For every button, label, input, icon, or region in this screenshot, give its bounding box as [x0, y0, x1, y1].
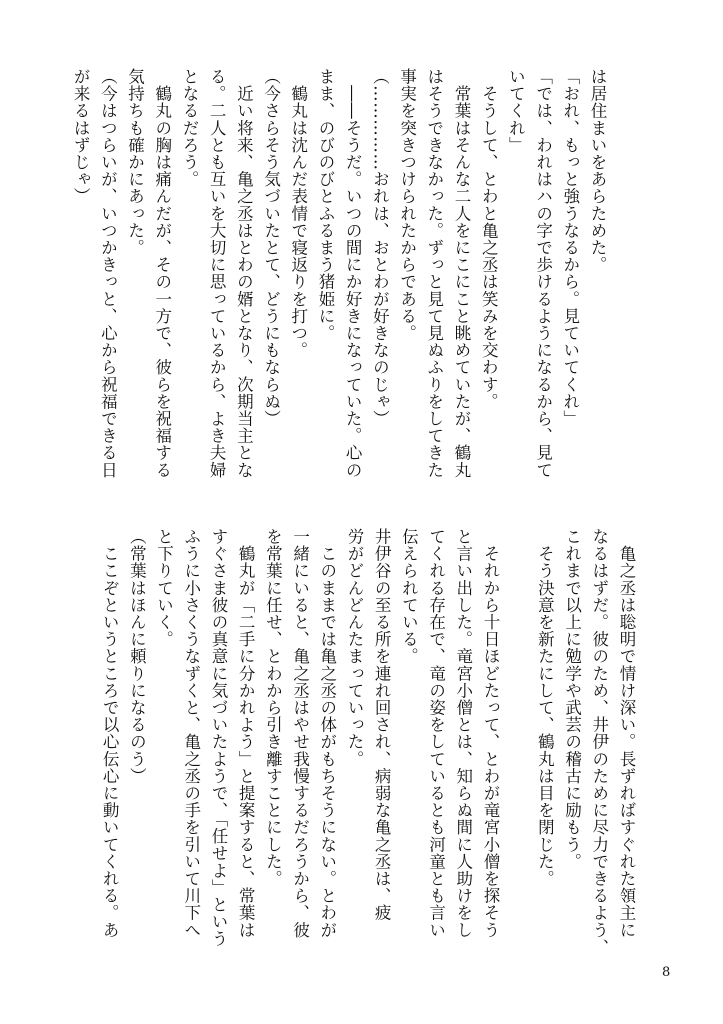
text-line: いてくれ」: [506, 68, 526, 154]
text-line: 労がどんどんたまっていった。: [344, 528, 364, 768]
text-line: を常葉に任せ、とわから引き離すことにした。: [263, 528, 283, 888]
text-line: 伝えられている。: [399, 528, 419, 665]
text-line: と下りていく。: [154, 528, 174, 648]
text-line: 一緒にいると、亀之丞はやせ我慢するだろうから、彼: [290, 528, 310, 939]
text-line: 事実を突きつけられたからである。: [397, 68, 417, 342]
text-line: これまで以上に勉学や武芸の稽古に励もう。: [562, 528, 582, 870]
text-line: （……………おれは、おとわが好きなのじゃ）: [370, 68, 390, 428]
text-line: （今さらそう気づいたとて、どうにもならぬ）: [261, 68, 281, 428]
text-line: 鶴丸は沈んだ表情で寝返りを打つ。: [288, 68, 308, 359]
text-line: 常葉はそんな二人をにこにこと眺めていたが、鶴丸: [451, 68, 471, 479]
text-line: が来るはずじゃ）: [71, 68, 91, 205]
text-line: このままでは亀之丞の体がもちそうにない。とわが: [317, 528, 337, 939]
text-line: てくれる存在で、竜の姿をしているとも河童とも言い: [426, 528, 446, 939]
text-block-lower: [96, 528, 640, 958]
text-line: 鶴丸の胸は痛んだが、その一方で、彼らを祝福する: [152, 68, 172, 479]
text-line: まま、のびのびとふるまう猪姫に。: [315, 68, 335, 342]
text-line: 「では、われはハの字で歩けるようになるから、見て: [533, 68, 553, 479]
text-block-upper: [67, 68, 611, 498]
text-line: そう決意を新たにして、鶴丸は目を閉じた。: [535, 528, 555, 888]
text-line: 気持ちも確かにあった。: [125, 68, 145, 257]
text-line: すぐさま彼の真意に気づいたようで、「任せよ」という: [208, 528, 228, 948]
text-line: はそうできなかった。ずっと見て見ぬふりをしてきた: [424, 68, 444, 479]
text-line: （今はつらいが、いつかきっと、心から祝福できる日: [98, 68, 118, 479]
text-line: 近い将来、亀之丞はとわの婿となり、次期当主とな: [234, 68, 254, 479]
text-line: は居住まいをあらためた。: [588, 68, 607, 274]
text-line: と言い出した。竜宮小僧とは、知らぬ間に人助けをし: [453, 528, 473, 939]
text-line: （常葉はほんに頼りになるのう）: [127, 528, 147, 785]
text-line: ここぞというところで以心伝心に動いてくれる。あ: [100, 528, 120, 939]
text-line: となるだろう。: [179, 68, 199, 188]
text-line: そうして、とわと亀之丞は笑みを交わす。: [479, 68, 499, 410]
text-line: 亀之丞は聡明で情け深い。長ずればすぐれた領主に: [617, 528, 636, 939]
text-line: なるはずだ。彼のため、井伊のために尽力できるよう、: [589, 528, 609, 956]
blank-line: [504, 528, 531, 958]
text-line: それから十日ほどたって、とわが竜宮小僧を探そう: [480, 528, 500, 939]
text-line: ふうに小さくうなずくと、亀之丞の手を引いて川下へ: [181, 528, 201, 939]
page-number: 8: [662, 965, 671, 980]
text-line: 鶴丸が「二手に分かれよう」と提案すると、常葉は: [236, 528, 256, 939]
text-line: 井伊谷の至る所を連れ回され、病弱な亀之丞は、疲: [372, 528, 392, 922]
text-line: 「おれ、もっと強うなるから。見ていてくれ」: [560, 68, 580, 428]
text-line: ――そうだ。いつの間にか好きになっていた。心の: [343, 68, 363, 479]
text-line: る。二人とも互いを大切に思っているから、よき夫婦: [207, 68, 227, 479]
